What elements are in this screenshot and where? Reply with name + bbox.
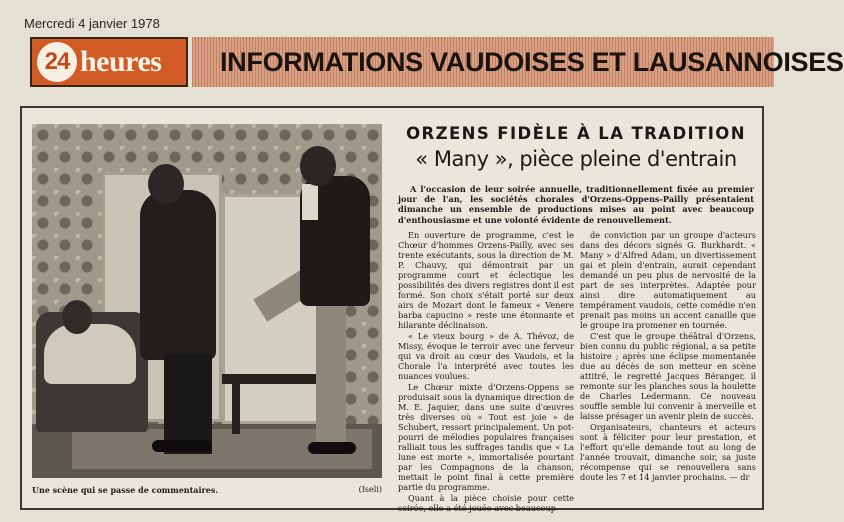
- logo-number: 24: [37, 42, 77, 82]
- article-headline: « Many », pièce pleine d'entrain: [415, 147, 737, 171]
- photo-man-left-legs: [164, 354, 212, 454]
- photo-caption: [32, 485, 382, 495]
- paragraph: Quant à la pièce choisie pour cette soirée, elle a été jouée avec beaucoup: [398, 493, 574, 513]
- section-banner: [192, 37, 844, 87]
- photo-table-leg: [232, 384, 240, 434]
- article-lead: [398, 184, 754, 225]
- photo-man-left: [140, 190, 216, 360]
- paragraph: « Le vieux bourg » de A. Thévoz, de Missy, évoque le terroir avec une ferveur qui va droit au cœur des Vaudois, et la Chorale l'a interprété avec toutes les nuances voulues.: [398, 331, 574, 381]
- date-line: Mercredi 4 janvier 1978: [24, 16, 160, 31]
- photo-shoe: [308, 442, 356, 454]
- photo-seated-head: [62, 300, 92, 334]
- photo-man-right-leg: [316, 294, 346, 444]
- photo-credit: (Iseli): [358, 485, 382, 494]
- article-column-1: [398, 230, 574, 514]
- article-column-2: [580, 230, 756, 483]
- newspaper-logo: [30, 37, 188, 87]
- paragraph: Le Chœur mixte d'Orzens-Oppens se produisait sous la dynamique direction de M. E. Jaquier, dans une suite d'œuvres très diverses où « Tout est joie » de Schubert, ressort principalement. Un pot-pourri de mélodies populaires françaises ralliait tous les suffrages tandis que « La lune est morte », immortalisée pourtant par les Compagnons de la chanson, mettait le point final à cette première partie du programme.: [398, 382, 574, 492]
- photo-man-right-head: [300, 146, 336, 186]
- paragraph: de conviction par un groupe d'acteurs dans des décors signés G. Burkhardt. « Many » d'Alfred Adam, un divertissement gai et plein d'entrain, aurait cependant demandé un peu plus de nervosité de la part de ses interprètes. Adaptée pour ainsi dire automatiquement au tempérament vaudois, cette comédie n'en prenait pas moins un accent canaille que le groupe ira promener en tournée.: [580, 230, 756, 330]
- photo-man-right-shirt: [302, 184, 318, 220]
- paragraph: Organisateurs, chanteurs et acteurs sont à féliciter pour leur prestation, et l'effort qu'elle demande tout au long de l'année trouvait, dimanche soir, sa juste récompense qui se renouvellera sans doute les 7 et 14 janvier prochains. — dr: [580, 422, 756, 482]
- photo-seated-man: [44, 324, 136, 384]
- photo-shoe: [152, 440, 212, 452]
- photo-man-left-head: [148, 164, 184, 204]
- photo-caption-text: Une scène qui se passe de commentaires.: [32, 485, 219, 495]
- article-photo: [32, 124, 382, 478]
- section-title: INFORMATIONS VAUDOISES ET LAUSANNOISES: [220, 47, 844, 77]
- lead-paragraph: A l'occasion de leur soirée annuelle, traditionnellement fixée au premier jour de l'an, les sociétés chorales d'Orzens-Oppens-Pailly présentaient dimanche un ensemble de productions mises au point avec beaucoup d'enthousiasme et une volonté évidente de renouvellement.: [398, 184, 754, 225]
- paragraph: C'est que le groupe théâtral d'Orzens, bien connu du public régional, a sa petite histoire ; après une éclipse momentanée due au décès de son metteur en scène attitré, le regretté Jacques Béranger, il remonte sur les planches sous la houlette de Charles Ledermann. Ce nouveau souffle semble lui convenir à merveille et laisse présager un avenir plein de succès.: [580, 331, 756, 421]
- paragraph: En ouverture de programme, c'est le Chœur d'hommes Orzens-Pailly, avec ses trente exécutants, sous la direction de M. P. Chauvy, qui démontrait par un programme court et éclectique les possibilités des divers registres dont il est formé. Son choix s'était porté sur deux airs de Mozart dont le fameux « Venere barba capucino » reste une étonnante et hilarante déclinaison.: [398, 230, 574, 330]
- logo-word: heures: [80, 45, 162, 78]
- article-kicker: ORZENS FIDÈLE À LA TRADITION: [406, 124, 746, 143]
